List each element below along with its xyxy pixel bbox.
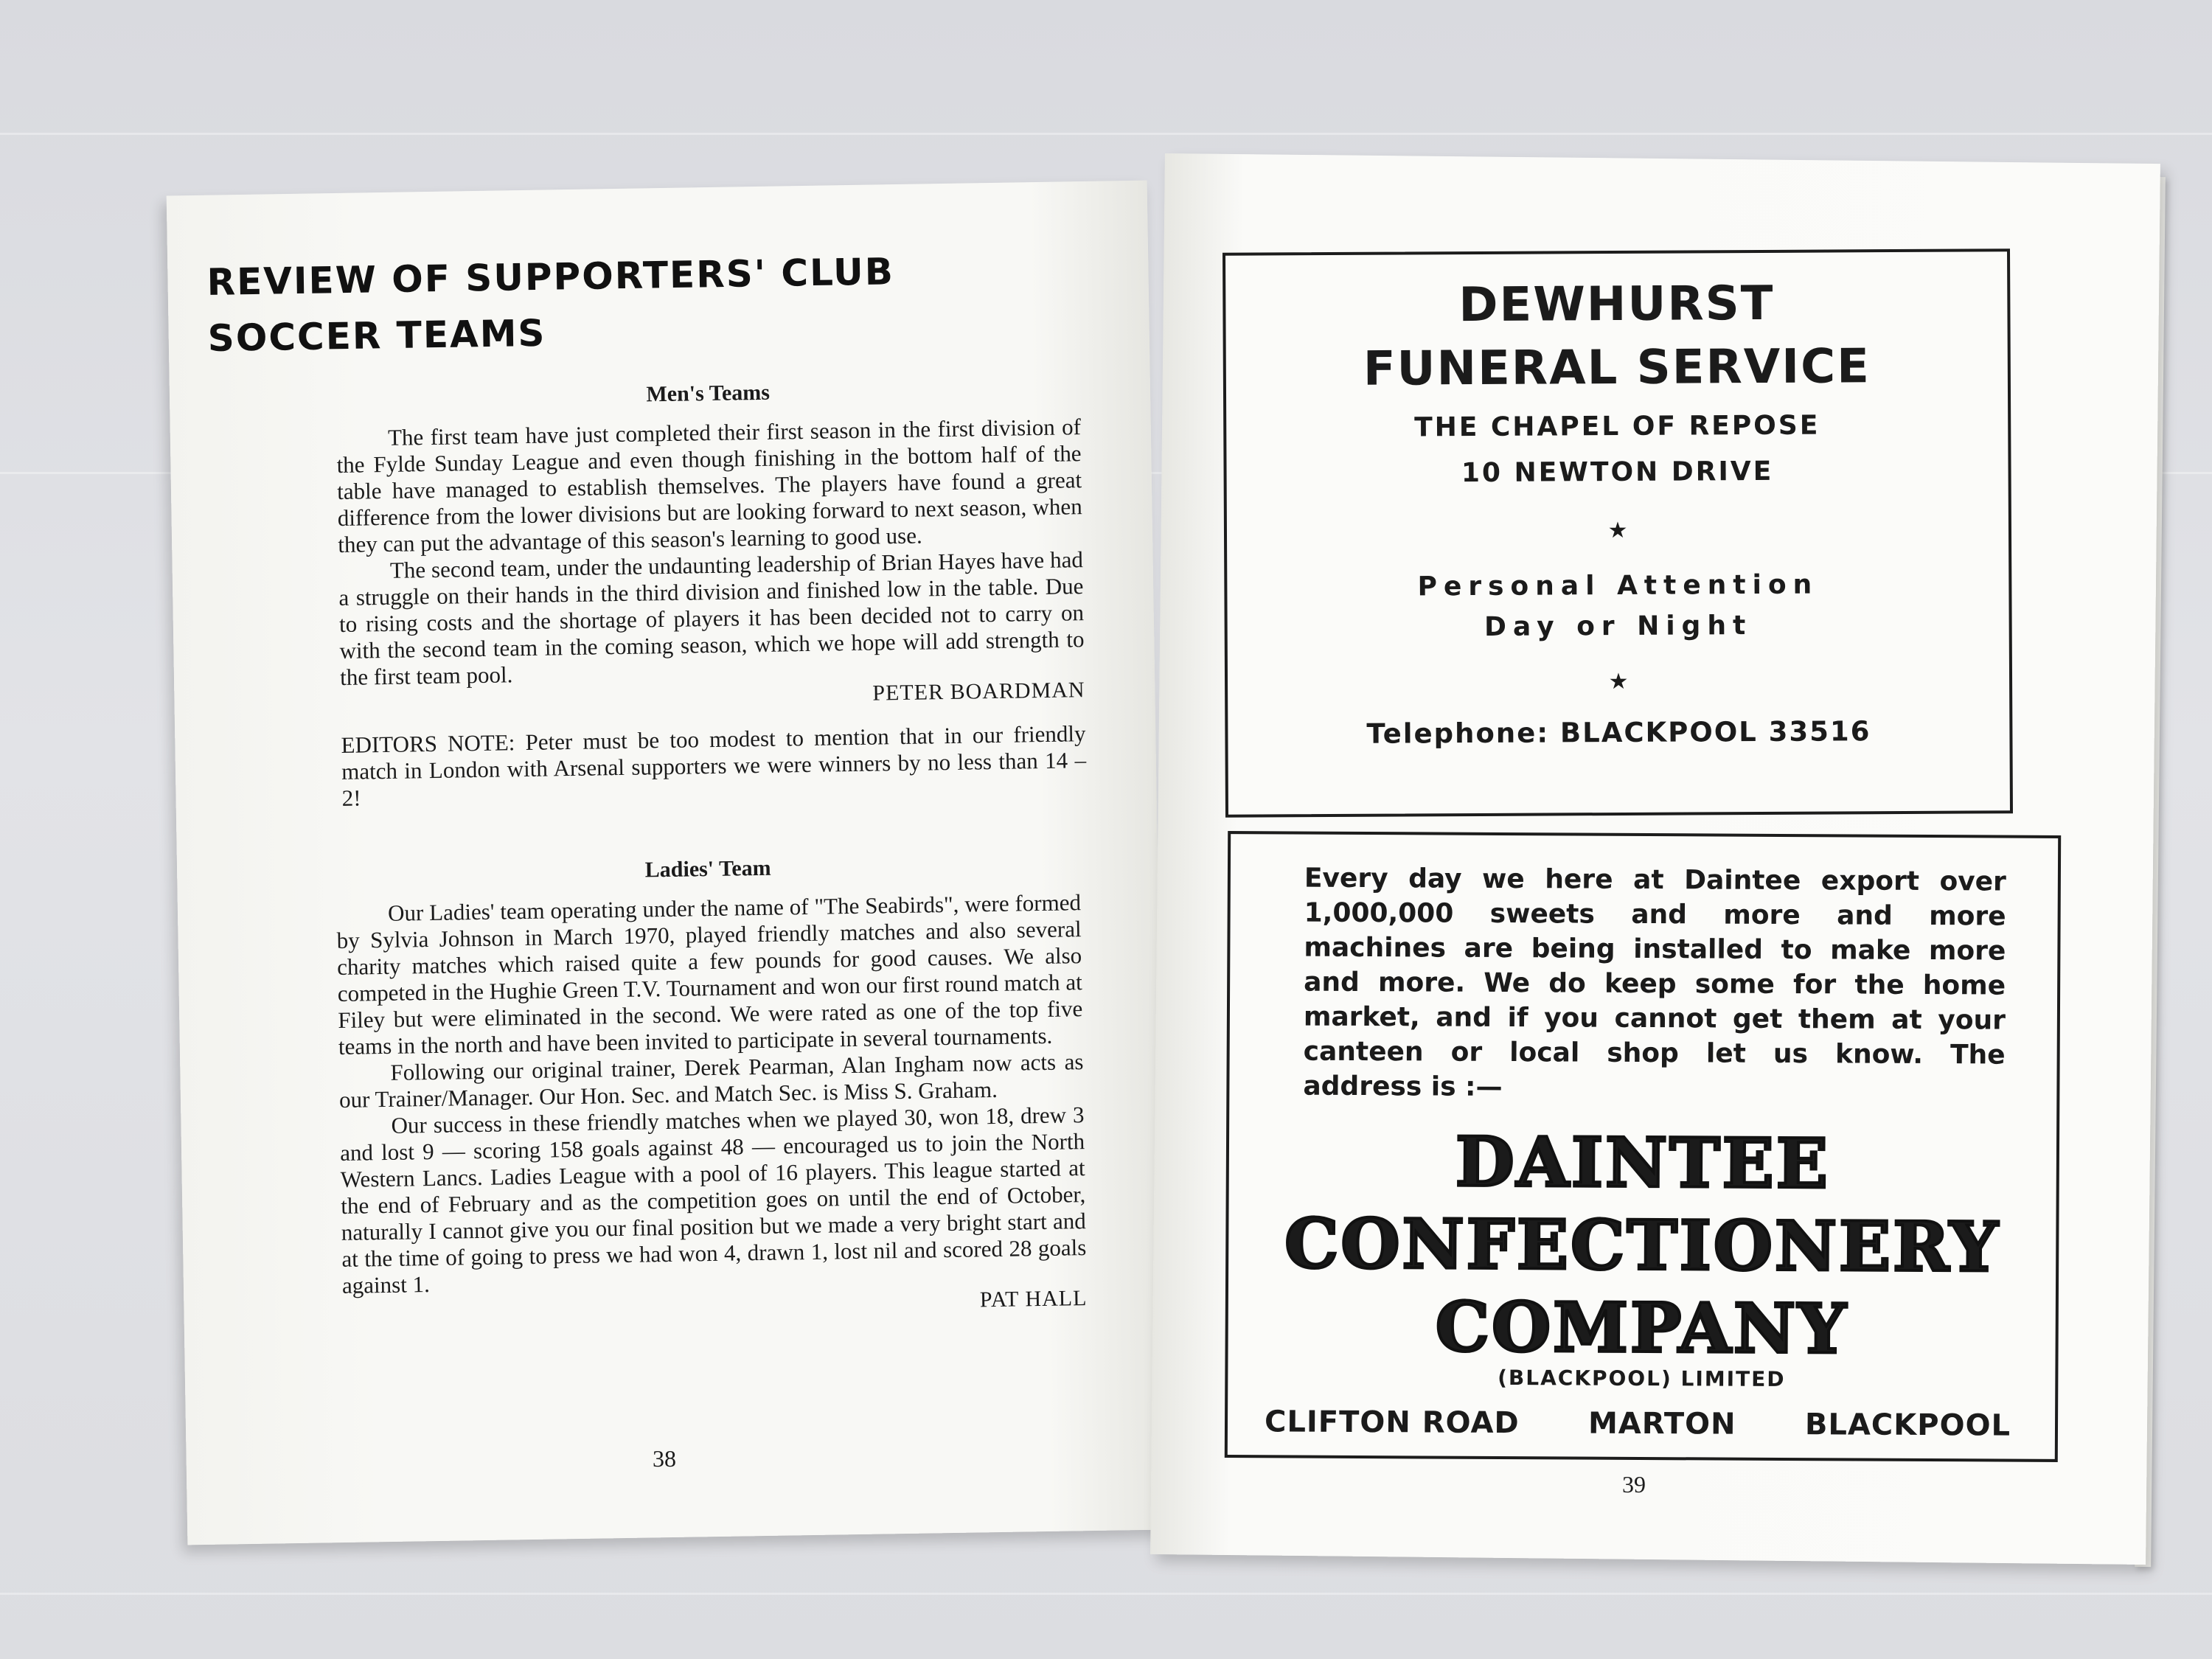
daintee-address (1265, 1405, 2011, 1442)
page-number-left: 38 (653, 1445, 676, 1472)
article-title-line-2: SOCCER TEAMS (207, 311, 546, 360)
table-grain (0, 1593, 2212, 1595)
mens-paragraph-1: The first team have just completed their first season in the first division of the Fylde Sunday League and even though finishing in the bottom half of the table have managed to establish themselves. The players have found a great difference from the lower divisions but are looking forward to next season, when they can put the advantage of this season's learning to good use. (336, 414, 1082, 557)
daintee-advert (1225, 831, 2061, 1462)
mens-heading: Men's Teams (646, 380, 771, 407)
ladies-author: PAT HALL (979, 1286, 1088, 1312)
ladies-section (335, 851, 1088, 1323)
dewhurst-attention-line-1: Personal Attention (1417, 569, 1819, 602)
daintee-address-road: CLIFTON ROAD (1264, 1405, 1520, 1441)
dewhurst-attention-line-2: Day or Night (1484, 611, 1753, 642)
table-grain (0, 133, 2212, 135)
star-icon: ★ (1607, 518, 1628, 543)
ladies-heading: Ladies' Team (644, 855, 771, 883)
ladies-paragraph-2: Following our original trainer, Derek Pearman, Alan Ingham now acts as our Trainer/Manager. Our Hon. Sec. and Match Sec. is Miss S. Graham. (338, 1048, 1084, 1113)
article-title (206, 240, 1093, 366)
daintee-name-line-3: COMPANY (1435, 1287, 1848, 1369)
daintee-intro: Every day we here at Daintee export over 1,000,000 sweets and more and more machines are being installed to make more and more. We do keep some for the home market, and if you cannot get them at your canteen or local shop let us know. The address is :— (1303, 863, 2006, 1103)
daintee-limited: (BLACKPOOL) LIMITED (1498, 1365, 1786, 1392)
mens-section (335, 375, 1087, 812)
star-icon: ★ (1608, 669, 1629, 695)
dewhurst-name-line-2: FUNERAL SERVICE (1363, 339, 1871, 397)
article-title-line-1: REVIEW OF SUPPORTERS' CLUB (206, 250, 895, 304)
dewhurst-chapel: THE CHAPEL OF REPOSE (1414, 410, 1820, 443)
dewhurst-advert (1222, 248, 2013, 818)
daintee-name-line-1: DAINTEE (1455, 1121, 1831, 1204)
dewhurst-address: 10 NEWTON DRIVE (1461, 456, 1774, 489)
dewhurst-name-line-1: DEWHURST (1458, 276, 1775, 333)
page-number-right: 39 (1622, 1471, 1646, 1498)
ladies-paragraph-1: Our Ladies' team operating under the name of "The Seabirds", were formed by Sylvia Johnson in March 1970, played friendly matches and also several charity matches which raised quite a few pounds for good causes. We also competed in the Hughie Green T.V. Tournament and won our first round match at Filey but were eliminated in the second. We were rated as one of the top five teams in the north and have been invited to participate in several tournaments. (336, 889, 1083, 1060)
ladies-paragraph-3: Our success in these friendly matches when we played 30, won 18, drew 3 and lost 9 — scoring 158 goals against 48 — encouraged us to join the North Western Lancs. Ladies League with a pool of 16 players. This league started at the end of February and as the competition goes on until the end of October, naturally I cannot give you our final position but we made a very bright start and at the time of going to press we had won 4, drawn 1, lost nil and scored 28 goals against 1. (339, 1102, 1087, 1298)
daintee-name-line-2: CONFECTIONERY (1284, 1203, 2000, 1287)
editors-note: EDITORS NOTE: Peter must be too modest to mention that in our friendly match in London with Arsenal supporters we were winners by no less than 14 – 2! (341, 720, 1087, 811)
mens-author: PETER BOARDMAN (872, 678, 1085, 706)
mens-paragraph-2: The second team, under the undaunting leadership of Brian Hayes have had a struggle on their hands in the third division and finished low in the table. Due to rising costs and the shortage of players it has been decided not to carry on with the second team in the coming season, which we hope will add strength to the first team pool. (338, 546, 1085, 690)
daintee-address-area: MARTON (1587, 1406, 1736, 1441)
daintee-address-town: BLACKPOOL (1804, 1408, 2011, 1443)
dewhurst-telephone: Telephone: BLACKPOOL 33516 (1366, 715, 1871, 750)
